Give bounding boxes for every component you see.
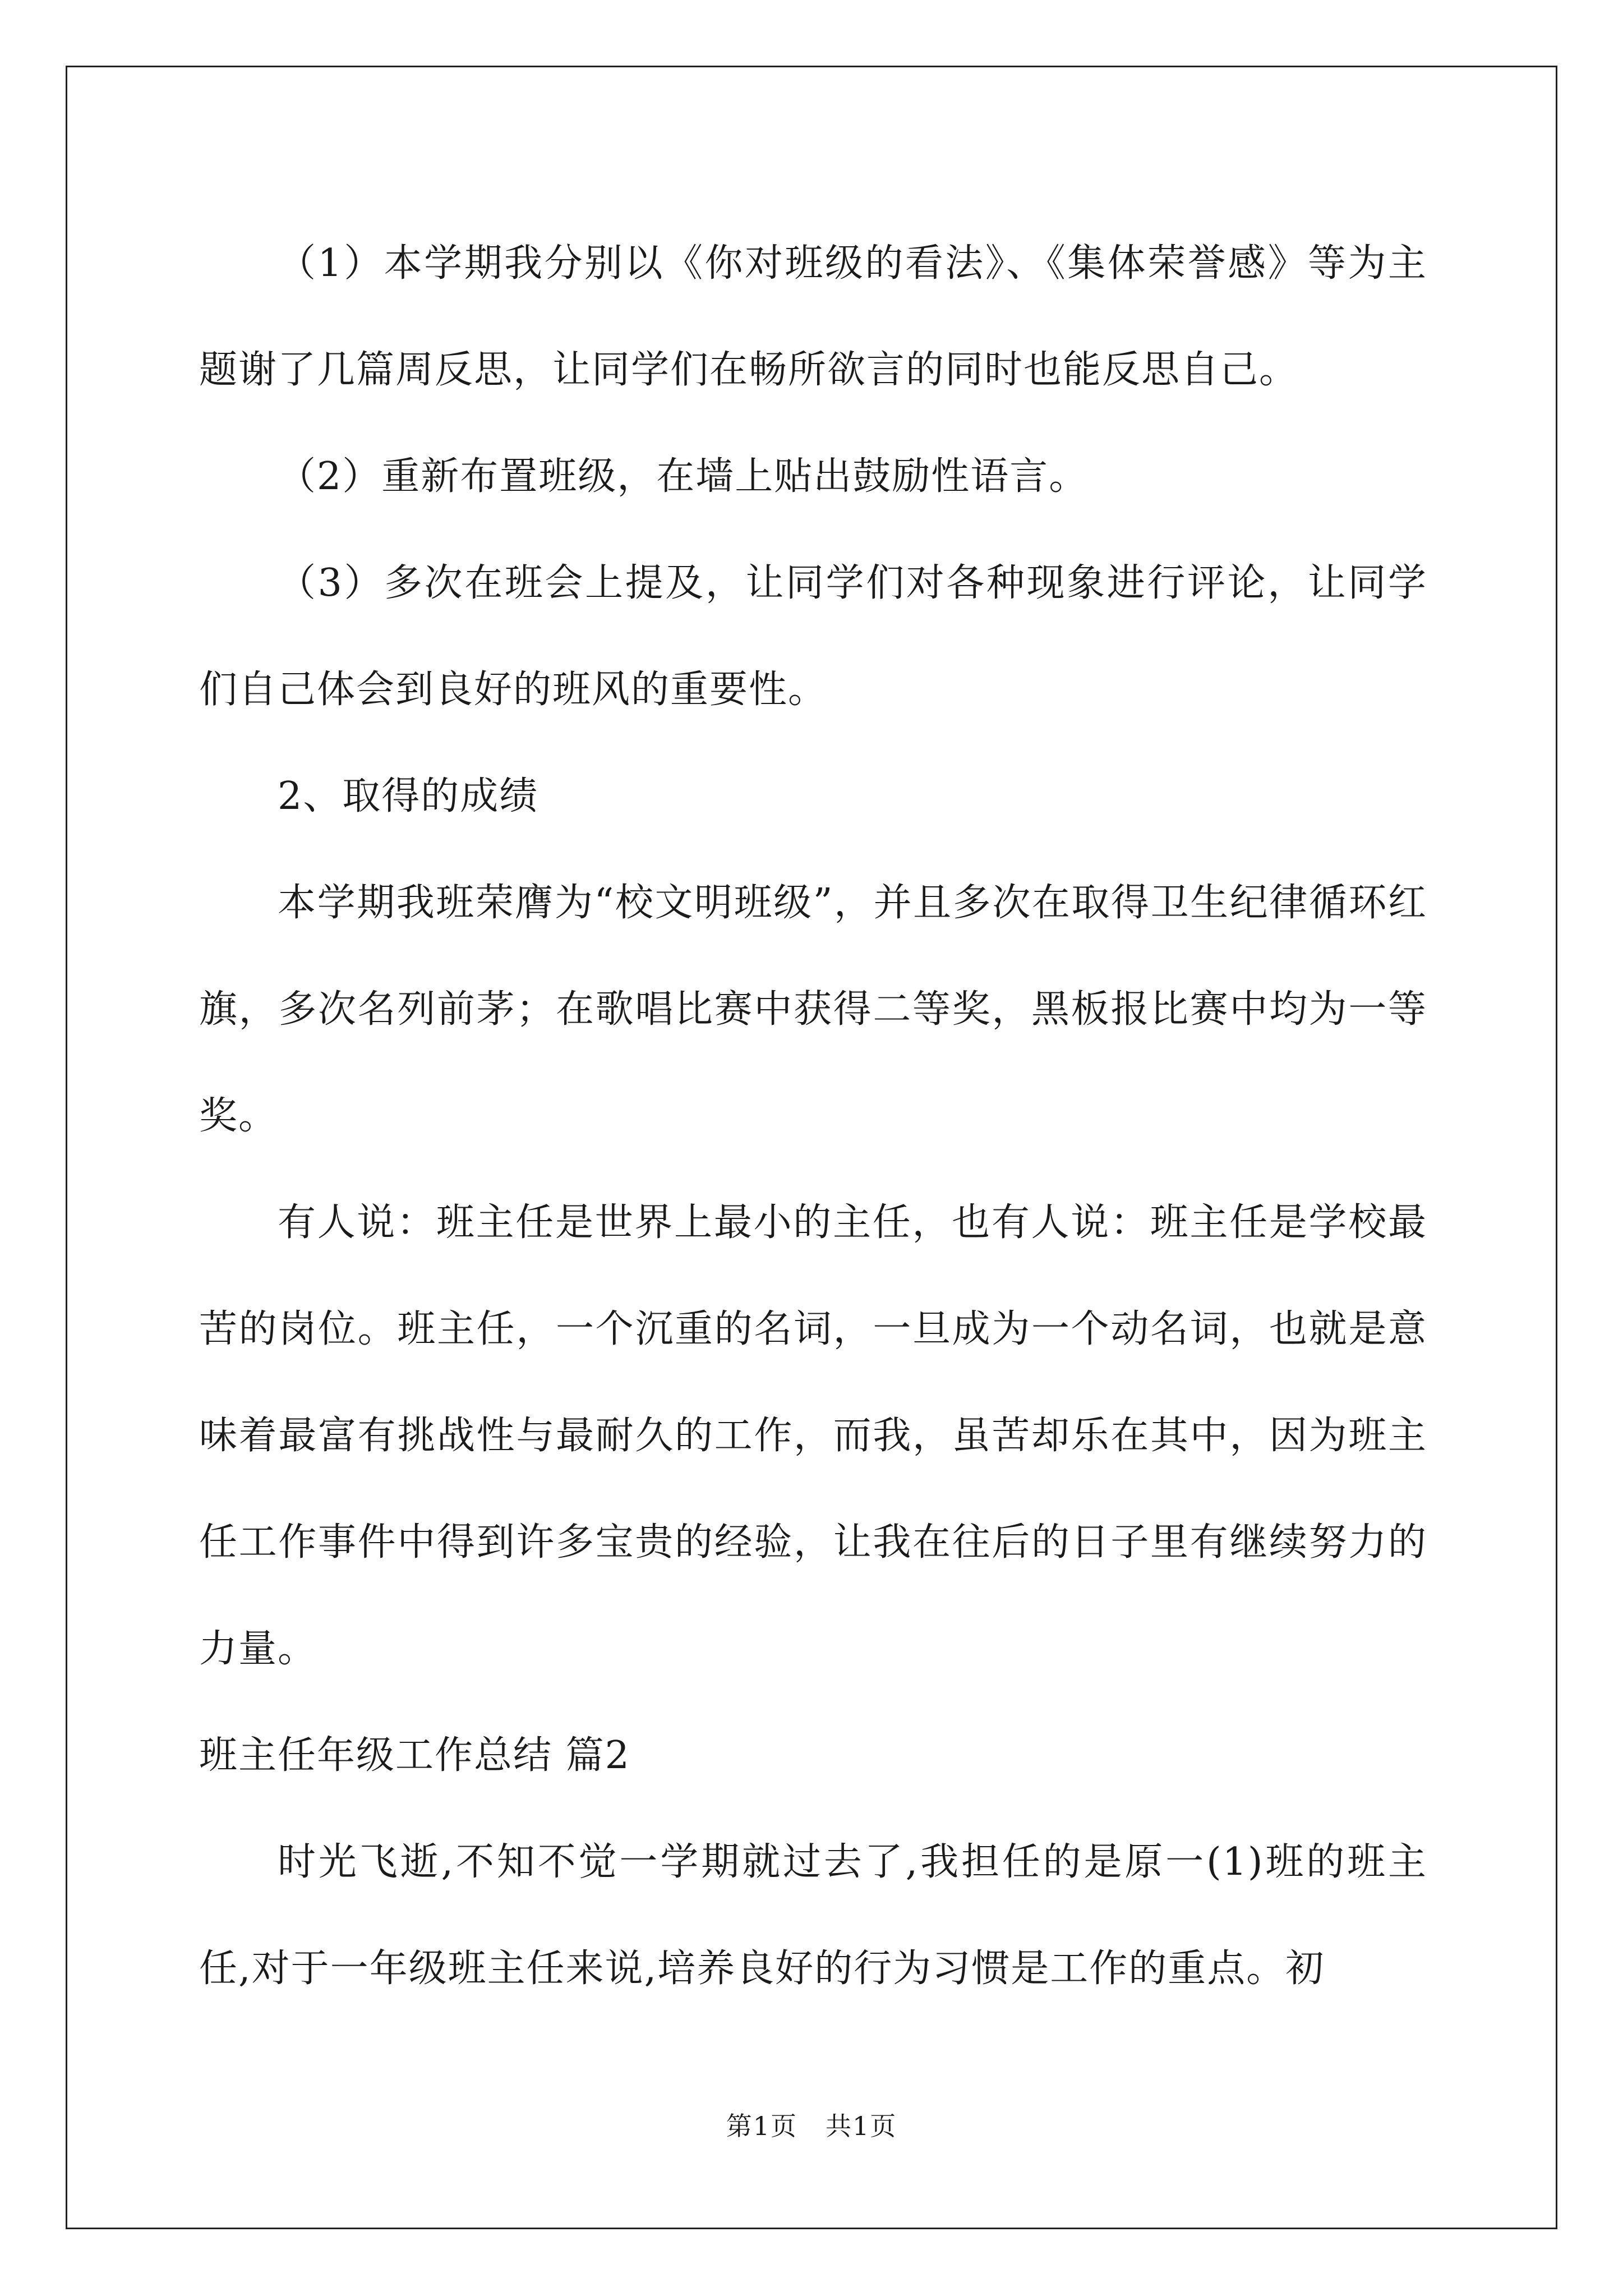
page-total: 共1页: [826, 2111, 897, 2141]
paragraph-part2-intro: 时光飞逝,不知不觉一学期就过去了,我担任的是原一(1)班的班主任,对于一年级班主任来说,培养良好的行为习惯是工作的重点。初: [199, 1840, 1427, 1991]
page-number: 第1页: [726, 2111, 797, 2141]
paragraph-reflection: 有人说：班主任是世界上最小的主任，也有人说：班主任是学校最苦的岗位。班主任，一个沉重的名词，一旦成为一个动名词，也就是意味着最富有挑战性与最耐久的工作，而我，虽苦却乐在其中，因为班主任工作事件中得到许多宝贵的经验，让我在往后的日子里有继续努力的力量。: [199, 1200, 1427, 1671]
document-body: [199, 210, 1427, 2022]
paragraph-reflection-topics: （1）本学期我分别以《你对班级的看法》、《集体荣誉感》等为主题谢了几篇周反思，让同学们在畅所欲言的同时也能反思自己。: [199, 241, 1427, 392]
paragraph-achievements: 本学期我班荣膺为“校文明班级”，并且多次在取得卫生纪律循环红旗，多次名列前茅；在歌唱比赛中获得二等奖，黑板报比赛中均为一等奖。: [199, 881, 1427, 1138]
section-heading-achievements: 2、取得的成绩: [278, 774, 539, 818]
paragraph-class-meeting: （3）多次在班会上提及，让同学们对各种现象进行评论，让同学们自己体会到良好的班风的重要性。: [199, 561, 1427, 712]
page-footer: [0, 2109, 1623, 2143]
paragraph-classroom-layout: （2）重新布置班级，在墙上贴出鼓励性语言。: [278, 454, 1089, 499]
article-title-part2: 班主任年级工作总结 篇2: [199, 1733, 630, 1778]
